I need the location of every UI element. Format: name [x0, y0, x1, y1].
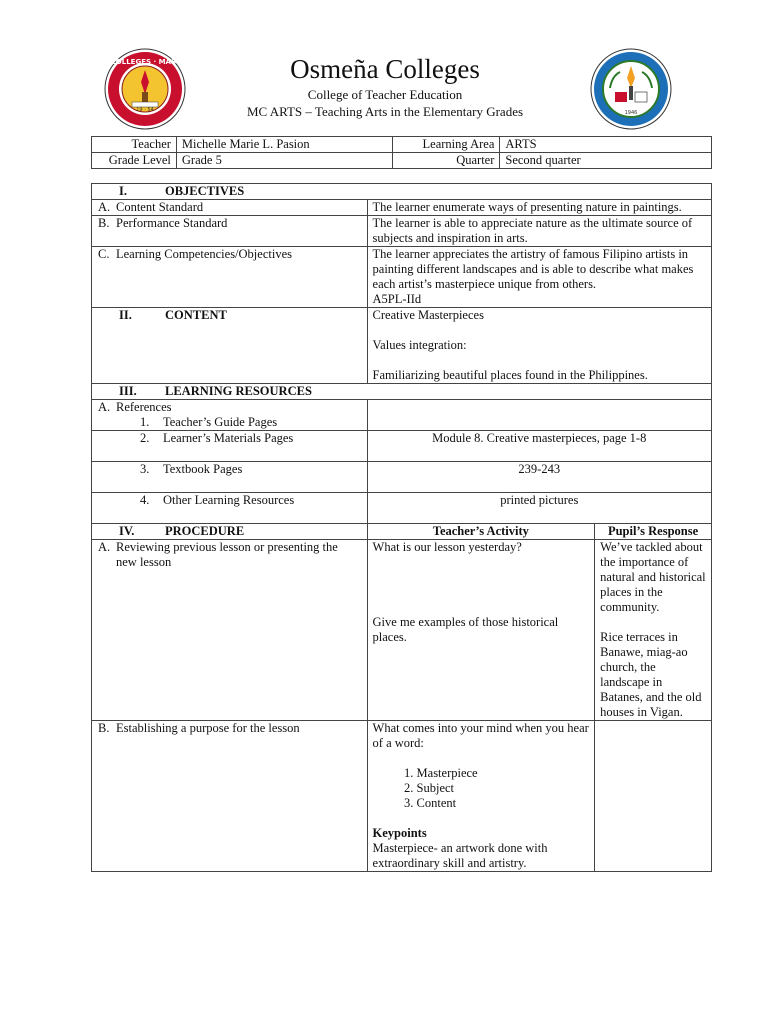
item-number: 3. [140, 462, 150, 476]
section-learning-resources [92, 384, 712, 400]
item-label: Other Learning Resources [163, 493, 295, 507]
learning-area-label: Learning Area [392, 137, 500, 153]
quarter-label: Quarter [392, 153, 500, 169]
teachers-guide-value [367, 400, 711, 431]
item-label: Establishing a purpose for the lesson [116, 721, 300, 735]
table-row [92, 137, 712, 153]
item-letter: A. [98, 540, 111, 554]
teacher-question: What is our lesson yesterday? [372, 540, 522, 554]
establishing-pupil-response [595, 721, 712, 872]
section-number: I. [119, 184, 127, 198]
teacher-question: Give me examples of those historical places. [372, 615, 559, 644]
reviewing-pupil-response [595, 540, 712, 721]
table-row [92, 184, 712, 200]
item-label: References [116, 400, 172, 414]
learning-area-value: ARTS [500, 137, 712, 153]
item-number: 1. [140, 415, 150, 429]
content-value [367, 308, 711, 384]
performance-standard-label [92, 216, 368, 247]
table-row [92, 247, 712, 308]
item-label: Content Standard [116, 200, 204, 214]
item-label: Learning Competencies/Objectives [116, 247, 292, 261]
values-integration-text: Familiarizing beautiful places found in the Philippines. [372, 368, 648, 382]
section-title: OBJECTIVES [165, 184, 245, 198]
table-row [92, 540, 712, 721]
teacher-label: Teacher [92, 137, 177, 153]
table-row [92, 462, 712, 493]
content-standard-label [92, 200, 368, 216]
lesson-plan-table [91, 183, 712, 872]
section-number: II. [119, 308, 132, 322]
table-row [92, 308, 712, 384]
section-objectives [92, 184, 712, 200]
quarter-value: Second quarter [500, 153, 712, 169]
establishing-teacher-activity [367, 721, 595, 872]
item-letter: A. [98, 400, 111, 414]
table-row [92, 524, 712, 540]
section-procedure [92, 524, 368, 540]
teacher-value: Michelle Marie L. Pasion [176, 137, 392, 153]
item-label: Performance Standard [116, 216, 228, 230]
item-letter: A. [98, 200, 111, 214]
table-row [92, 153, 712, 169]
teacher-education-seal-logo [590, 48, 672, 130]
teachers-activity-header: Teacher’s Activity [367, 524, 595, 540]
document-header [190, 52, 580, 120]
competency-code: A5PL-IId [372, 292, 422, 306]
list-item: 2. Subject [417, 781, 590, 796]
reviewing-lesson-label [92, 540, 368, 721]
references-label [92, 400, 368, 431]
item-number: 2. [140, 431, 150, 445]
teacher-question: What comes into your mind when you hear of a word: [372, 721, 589, 750]
grade-level-label: Grade Level [92, 153, 177, 169]
right-logo-year: 1946 [624, 110, 638, 116]
section-number: IV. [119, 524, 135, 538]
other-resources-label [92, 493, 368, 524]
item-label: Learner’s Materials Pages [163, 431, 294, 445]
reviewing-teacher-activity [367, 540, 595, 721]
other-resources-value: printed pictures [367, 493, 711, 524]
performance-standard-value: The learner is able to appreciate nature as the ultimate source of subjects and inspiration in arts. [367, 216, 711, 247]
osmena-colleges-seal-logo [74, 48, 216, 130]
school-name: Osmeña Colleges [290, 54, 480, 84]
keypoints-heading: Keypoints [372, 826, 427, 840]
pupil-answer: Rice terraces in Banawe, miag-ao church, the landscape in Batanes, and the old houses in Vigan. [600, 630, 702, 719]
textbook-pages-label [92, 462, 368, 493]
left-logo-year: 19 · 54 [136, 107, 154, 113]
table-row [92, 431, 712, 462]
establishing-purpose-label [92, 721, 368, 872]
table-row [92, 384, 712, 400]
item-number: 4. [140, 493, 150, 507]
item-letter: B. [98, 721, 110, 735]
table-row [92, 721, 712, 872]
section-content [92, 308, 368, 384]
item-letter: B. [98, 216, 110, 230]
section-title: LEARNING RESOURCES [165, 384, 312, 398]
pupil-answer: We’ve tackled about the importance of natural and historical places in the community. [600, 540, 706, 614]
section-title: CONTENT [165, 308, 227, 322]
content-topic: Creative Masterpieces [372, 308, 484, 322]
word-list [373, 766, 590, 811]
section-title: PROCEDURE [165, 524, 245, 538]
content-standard-value: The learner enumerate ways of presenting nature in paintings. [367, 200, 711, 216]
values-integration-label: Values integration: [372, 338, 467, 352]
table-row [92, 216, 712, 247]
left-logo-text: OSMEÑA COLLEGES · MASBATE CITY [74, 58, 216, 66]
list-item: 3. Content [417, 796, 590, 811]
item-letter: C. [98, 247, 110, 261]
pupils-response-header: Pupil’s Response [595, 524, 712, 540]
table-row [92, 200, 712, 216]
textbook-pages-value: 239-243 [367, 462, 711, 493]
learners-materials-label [92, 431, 368, 462]
competencies-value [367, 247, 711, 308]
competencies-label [92, 247, 368, 308]
section-number: III. [119, 384, 137, 398]
grade-level-value: Grade 5 [176, 153, 392, 169]
item-label: Reviewing previous lesson or presenting the new lesson [116, 540, 338, 569]
table-row [92, 400, 712, 431]
keypoint-text: Masterpiece- an artwork done with extraordinary skill and artistry. [372, 841, 548, 870]
table-row [92, 493, 712, 524]
list-item: 1. Masterpiece [417, 766, 590, 781]
course-title: MC ARTS – Teaching Arts in the Elementary Grades [246, 104, 524, 119]
item-label: Teacher’s Guide Pages [163, 415, 278, 429]
item-label: Textbook Pages [163, 462, 243, 476]
teacher-info-table [91, 136, 712, 169]
learners-materials-value: Module 8. Creative masterpieces, page 1-8 [367, 431, 711, 462]
college-name: College of Teacher Education [307, 87, 463, 102]
competencies-text: The learner appreciates the artistry of famous Filipino artists in painting different landscapes and is able to describe what makes each artist’s masterpiece unique from others. [372, 247, 694, 291]
